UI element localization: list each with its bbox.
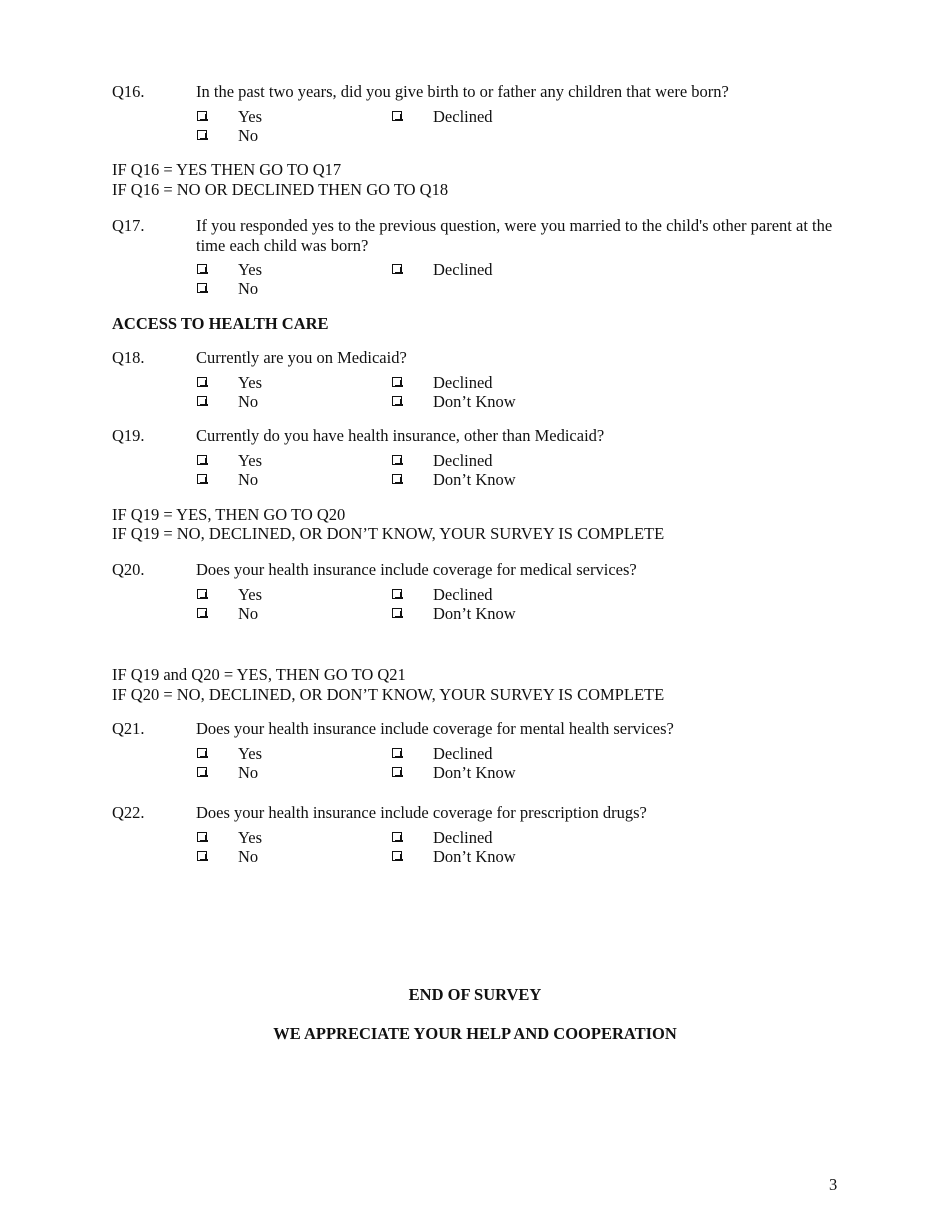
q19-declined-checkbox[interactable]	[392, 455, 402, 465]
q20-yes-label: Yes	[238, 585, 263, 604]
q16-text: In the past two years, did you give birth to or father any children that were born?	[196, 82, 729, 101]
q16-declined-label: Declined	[433, 107, 493, 126]
q21-declined-checkbox[interactable]	[392, 748, 402, 758]
q17-no-checkbox[interactable]	[197, 283, 207, 293]
q20-dont-know-checkbox[interactable]	[392, 608, 402, 618]
q20-no-checkbox[interactable]	[197, 608, 207, 618]
q22-no-checkbox[interactable]	[197, 851, 207, 861]
appreciation-message: WE APPRECIATE YOUR HELP AND COOPERATION	[273, 1024, 677, 1043]
q16-number: Q16.	[112, 82, 145, 101]
q16-declined-checkbox[interactable]	[392, 111, 402, 121]
skip-q20-yes: IF Q19 and Q20 = YES, THEN GO TO Q21	[112, 665, 406, 684]
q17-declined-label: Declined	[433, 260, 493, 279]
q21-no-label: No	[238, 763, 259, 782]
q20-number: Q20.	[112, 560, 145, 579]
q16-yes-checkbox[interactable]	[197, 111, 207, 121]
q17-declined-checkbox[interactable]	[392, 264, 402, 274]
page-number: 3	[829, 1175, 838, 1194]
q20-declined-checkbox[interactable]	[392, 589, 402, 599]
q21-dont-know-label: Don’t Know	[433, 763, 516, 782]
q18-yes-checkbox[interactable]	[197, 377, 207, 387]
q22-yes-checkbox[interactable]	[197, 832, 207, 842]
q17-no-label: No	[238, 279, 259, 298]
q18-declined-checkbox[interactable]	[392, 377, 402, 387]
q22-dont-know-label: Don’t Know	[433, 847, 516, 866]
skip-q20-no: IF Q20 = NO, DECLINED, OR DON’T KNOW, YOUR SURVEY IS COMPLETE	[112, 685, 665, 704]
q22-number: Q22.	[112, 803, 145, 822]
q19-no-checkbox[interactable]	[197, 474, 207, 484]
q17-number: Q17.	[112, 216, 145, 235]
q18-number: Q18.	[112, 348, 145, 367]
q19-text: Currently do you have health insurance, other than Medicaid?	[196, 426, 605, 445]
q19-yes-checkbox[interactable]	[197, 455, 207, 465]
q20-text: Does your health insurance include coverage for medical services?	[196, 560, 637, 579]
q22-text: Does your health insurance include coverage for prescription drugs?	[196, 803, 647, 822]
q17-yes-label: Yes	[238, 260, 263, 279]
q17-text: If you responded yes to the previous question, were you married to the child's other parent at the time each child was born?	[196, 216, 833, 255]
q22-declined-label: Declined	[433, 828, 493, 847]
q16-yes-label: Yes	[238, 107, 263, 126]
q19-no-label: No	[238, 470, 259, 489]
q18-no-checkbox[interactable]	[197, 396, 207, 406]
end-of-survey-title: END OF SURVEY	[408, 985, 542, 1004]
q18-yes-label: Yes	[238, 373, 263, 392]
q22-yes-label: Yes	[238, 828, 263, 847]
skip-q16-no: IF Q16 = NO OR DECLINED THEN GO TO Q18	[112, 180, 449, 199]
q21-dont-know-checkbox[interactable]	[392, 767, 402, 777]
q21-yes-label: Yes	[238, 744, 263, 763]
q22-declined-checkbox[interactable]	[392, 832, 402, 842]
q18-dont-know-checkbox[interactable]	[392, 396, 402, 406]
q16-no-label: No	[238, 126, 259, 145]
q20-yes-checkbox[interactable]	[197, 589, 207, 599]
q21-number: Q21.	[112, 719, 145, 738]
q22-no-label: No	[238, 847, 259, 866]
q19-declined-label: Declined	[433, 451, 493, 470]
skip-q19-yes: IF Q19 = YES, THEN GO TO Q20	[112, 505, 346, 524]
q19-dont-know-label: Don’t Know	[433, 470, 516, 489]
q20-declined-label: Declined	[433, 585, 493, 604]
skip-q16-yes: IF Q16 = YES THEN GO TO Q17	[112, 160, 342, 179]
q21-declined-label: Declined	[433, 744, 493, 763]
q19-yes-label: Yes	[238, 451, 263, 470]
skip-q19-no: IF Q19 = NO, DECLINED, OR DON’T KNOW, YOUR SURVEY IS COMPLETE	[112, 524, 665, 543]
q21-yes-checkbox[interactable]	[197, 748, 207, 758]
q17-yes-checkbox[interactable]	[197, 264, 207, 274]
section-heading: ACCESS TO HEALTH CARE	[112, 314, 329, 333]
q18-text: Currently are you on Medicaid?	[196, 348, 407, 367]
q21-no-checkbox[interactable]	[197, 767, 207, 777]
q19-dont-know-checkbox[interactable]	[392, 474, 402, 484]
q22-dont-know-checkbox[interactable]	[392, 851, 402, 861]
q20-no-label: No	[238, 604, 259, 623]
q19-number: Q19.	[112, 426, 145, 445]
q16-no-checkbox[interactable]	[197, 130, 207, 140]
q20-dont-know-label: Don’t Know	[433, 604, 516, 623]
q18-no-label: No	[238, 392, 259, 411]
q21-text: Does your health insurance include coverage for mental health services?	[196, 719, 674, 738]
q18-declined-label: Declined	[433, 373, 493, 392]
q18-dont-know-label: Don’t Know	[433, 392, 516, 411]
